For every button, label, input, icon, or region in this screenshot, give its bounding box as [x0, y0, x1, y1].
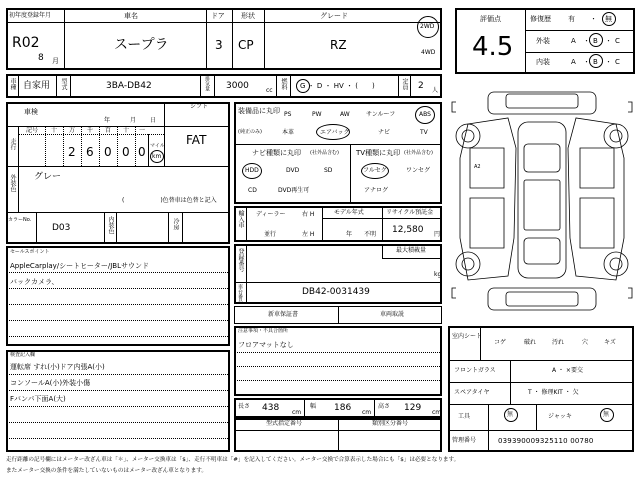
door-label: ドア: [211, 12, 225, 20]
navi-dvd-play: DVD再生可: [278, 187, 310, 194]
capacity-value: 2: [418, 81, 424, 91]
car-name: スープラ: [114, 37, 169, 53]
mileage-digit-2: 6: [86, 145, 94, 159]
equip-leather: 本革: [282, 129, 295, 136]
drive-2wd: 2WD: [420, 23, 435, 30]
interior-opt-b: B: [593, 58, 598, 66]
equipment-sub: (純正のみ): [238, 129, 262, 135]
shape-label: 形状: [241, 12, 255, 20]
score-value: 4.5: [472, 32, 514, 62]
new-car-warranty: 新車保証書: [268, 311, 299, 318]
import-dealer: ディーラー: [256, 211, 286, 218]
color-label: 外装色: [9, 174, 16, 192]
mileage-head-2: 万: [69, 127, 76, 134]
interior-label: 内装: [536, 58, 550, 66]
mileage-unit-mile: マイル: [150, 143, 165, 149]
jack-value: 無: [603, 411, 610, 418]
first-reg-month: 8: [38, 53, 44, 63]
class-label: 類別区分番号: [372, 420, 409, 427]
door-value: 3: [215, 38, 223, 52]
mileage-digit-4: 0: [122, 145, 130, 159]
type-label: 型式指定番号: [266, 420, 303, 427]
navi-dvd: DVD: [286, 167, 300, 174]
drive-4wd: 4WD: [421, 49, 436, 56]
inspector-line-3: Fバンパ下面A(大): [10, 395, 66, 403]
height-unit: cm: [432, 409, 442, 416]
length-unit: cm: [292, 409, 302, 416]
equip-sunroof: サンルーフ: [366, 111, 396, 118]
tv-analog: アナログ: [364, 187, 389, 194]
equip-pw: PW: [312, 111, 322, 118]
equip-tv: TV: [420, 129, 428, 136]
height-value: 129: [404, 403, 422, 413]
interior-opt-a: A: [571, 58, 576, 66]
import-parallel: 並行: [264, 231, 277, 238]
model-label: 型式: [60, 78, 67, 90]
recycle-value: 12,580: [392, 225, 424, 235]
inspection-day: 日: [150, 117, 157, 124]
inspection-label: 車検: [24, 108, 38, 116]
equip-airbag: エアバッグ: [320, 129, 350, 136]
row2: [6, 74, 442, 98]
seat-item-5: キズ: [604, 339, 616, 346]
equip-aw: AW: [340, 111, 350, 118]
tools-value: 無: [507, 411, 514, 418]
chassis-label: 車台番号: [237, 284, 243, 304]
person-unit: 人: [432, 87, 439, 94]
color-no-label: カラーNo.: [8, 217, 32, 223]
repair-label: 修復歴: [530, 15, 551, 23]
width-value: 186: [334, 403, 352, 413]
inspector-line-2: コンソールA(小)外装小傷: [10, 379, 91, 387]
model-year-value: 不明: [364, 231, 377, 238]
model-value: 3BA-DB42: [106, 81, 152, 91]
score-label: 評価点: [480, 15, 501, 23]
fuel-options: G ・ D ・ HV ・ ( ): [300, 82, 375, 90]
import-right: 右 H: [302, 211, 315, 218]
max-load-label: 最大積載量: [396, 247, 427, 254]
mileage-head-4: 百: [105, 127, 112, 134]
recycle-yen: 円: [434, 231, 441, 238]
width-label: 幅: [310, 403, 317, 410]
front-glass-value: A ・ ×要交: [552, 367, 583, 374]
sales-points-label: セールスポイント: [10, 249, 50, 255]
seat-item-3: 汚れ: [552, 339, 565, 346]
sales-points-block: [6, 246, 230, 346]
footer-line-1: 走行距離の記号欄にはメーター改ざん車は「＊」、メーター交換車は「$」、走行不明車は「#」を記入してください。メーター交換で合算表示した場合にも「$」は必要となります。: [6, 457, 460, 463]
capacity-label: 定員: [401, 78, 408, 90]
shift-label: シフト: [190, 103, 209, 110]
color-value: グレー: [34, 172, 62, 182]
trim-label: 冷房: [172, 218, 179, 230]
first-reg-year: R02: [12, 35, 40, 51]
equip-abs: ABS: [419, 111, 431, 118]
displacement-value: 3000: [226, 81, 249, 91]
month-unit: 月: [52, 57, 59, 65]
mileage-digit-1: 2: [68, 145, 76, 159]
exterior-opt-sep1: ・: [583, 37, 590, 45]
mileage-head-6: 一: [139, 127, 146, 134]
navi-sub: (社外品含む): [310, 150, 339, 156]
interior-seat-label: 室内シート: [452, 333, 483, 340]
interior-opt-sep2: ・: [605, 58, 612, 66]
tv-fullseg: フルセグ: [363, 167, 387, 174]
exterior-opt-b: B: [593, 37, 598, 45]
spare-tire-label: スペアタイヤ: [454, 389, 490, 396]
seat-item-1: コゲ: [494, 339, 507, 346]
mileage-head-0: 記号: [26, 127, 39, 134]
recycle-label: リサイクル預託金: [386, 209, 434, 216]
navi-label: ナビ種類に丸印: [252, 149, 301, 157]
inspector-line-1: 運転席 すれ(小)ドア内張A(小): [10, 363, 105, 371]
shape-value: CP: [238, 38, 254, 52]
import-left: 左 H: [302, 231, 315, 238]
exterior-label: 外装: [536, 37, 550, 45]
car-damage-diagram: [448, 88, 636, 320]
usage-value: 自家用: [23, 81, 51, 91]
import-label: 輸入車: [237, 210, 244, 228]
color-no-value: D03: [52, 223, 71, 233]
interior-color-label: 内装色: [107, 216, 114, 234]
front-glass-label: フロントガラス: [454, 367, 496, 374]
equipment-label: 装備品に丸印: [238, 107, 280, 115]
width-unit: cm: [362, 409, 372, 416]
notes-label: 注意事項・不具合箇所: [238, 328, 289, 334]
interior-opt-sep1: ・: [583, 58, 590, 66]
tv-label: TV種類に丸印: [356, 149, 401, 157]
mileage-head-1: 十: [51, 127, 58, 134]
mgmt-label: 管理番号: [452, 437, 477, 444]
mgmt-value: 039390009325110 00780: [498, 437, 594, 445]
spare-tire-value: T ・ 修理KIT ・ 欠: [528, 389, 579, 396]
equip-navi: ナビ: [378, 129, 391, 136]
grade-label: グレード: [320, 12, 348, 20]
car-manual: 車両取説: [380, 311, 405, 318]
mileage-digit-5: 0: [138, 145, 146, 159]
repair-opt-yes: 有: [568, 15, 575, 23]
exterior-opt-c: C: [615, 37, 620, 45]
reg-label: 登録番号: [237, 248, 244, 272]
color-note: ( )色替車は色替と記入: [122, 197, 217, 204]
model-year-label: モデル年式: [334, 209, 364, 216]
tv-oneseg: ワンセグ: [406, 167, 431, 174]
exterior-opt-sep2: ・: [605, 37, 612, 45]
jack-label: ジャッキ: [548, 413, 572, 420]
notes-line-1: フロアマットなし: [238, 341, 294, 349]
equip-ps: PS: [284, 111, 292, 118]
chassis-value: DB42-0031439: [302, 287, 370, 297]
usage-label: 車種: [9, 78, 16, 90]
mileage-digit-3: 0: [104, 145, 112, 159]
inspection-year: 年: [104, 117, 111, 124]
model-year-year: 年: [346, 231, 353, 238]
repair-opt-sep: ・: [590, 15, 597, 23]
navi-cd: CD: [248, 187, 257, 194]
cc-unit: cc: [266, 87, 273, 94]
inspection-month: 月: [130, 117, 137, 124]
footer-line-2: またメーター交換の条件を満たしていないものはメーター改ざん車となります。: [6, 468, 207, 474]
exterior-opt-a: A: [571, 37, 576, 45]
max-load-kg: kg: [434, 271, 442, 278]
tv-sub: (社外品含む): [404, 150, 433, 156]
interior-opt-c: C: [615, 58, 620, 66]
sales-point-line-2: バックカメラ、: [10, 278, 59, 286]
repair-opt-no: 無: [605, 15, 612, 23]
inspector-label: 検査記入欄: [10, 352, 36, 358]
navi-sd: SD: [324, 167, 333, 174]
fuel-label: 燃料: [280, 78, 287, 90]
first-reg-label: 初年度登録年月: [9, 12, 52, 19]
seat-item-2: 破れ: [524, 339, 537, 346]
seat-item-4: 穴: [582, 339, 589, 346]
displacement-label: 排気量: [204, 76, 210, 91]
grade-value: RZ: [330, 38, 347, 52]
mileage-label: 走行: [9, 138, 16, 150]
car-name-label: 車名: [124, 12, 138, 20]
height-label: 高さ: [378, 403, 391, 410]
mileage-head-5: 十: [123, 127, 130, 134]
sales-point-line-1: AppleCarplay/シートヒーター/JBLサウンド: [10, 262, 150, 270]
mileage-unit-km: km: [152, 153, 162, 160]
length-value: 438: [262, 403, 280, 413]
navi-hdd: HDD: [245, 167, 259, 174]
length-label: 長さ: [238, 403, 251, 410]
diagram-a2-label: A2: [474, 164, 481, 170]
mileage-head-3: 千: [87, 127, 94, 134]
shift-value: FAT: [186, 133, 207, 147]
tools-label: 工具: [458, 413, 471, 420]
notes-block: [234, 326, 442, 396]
